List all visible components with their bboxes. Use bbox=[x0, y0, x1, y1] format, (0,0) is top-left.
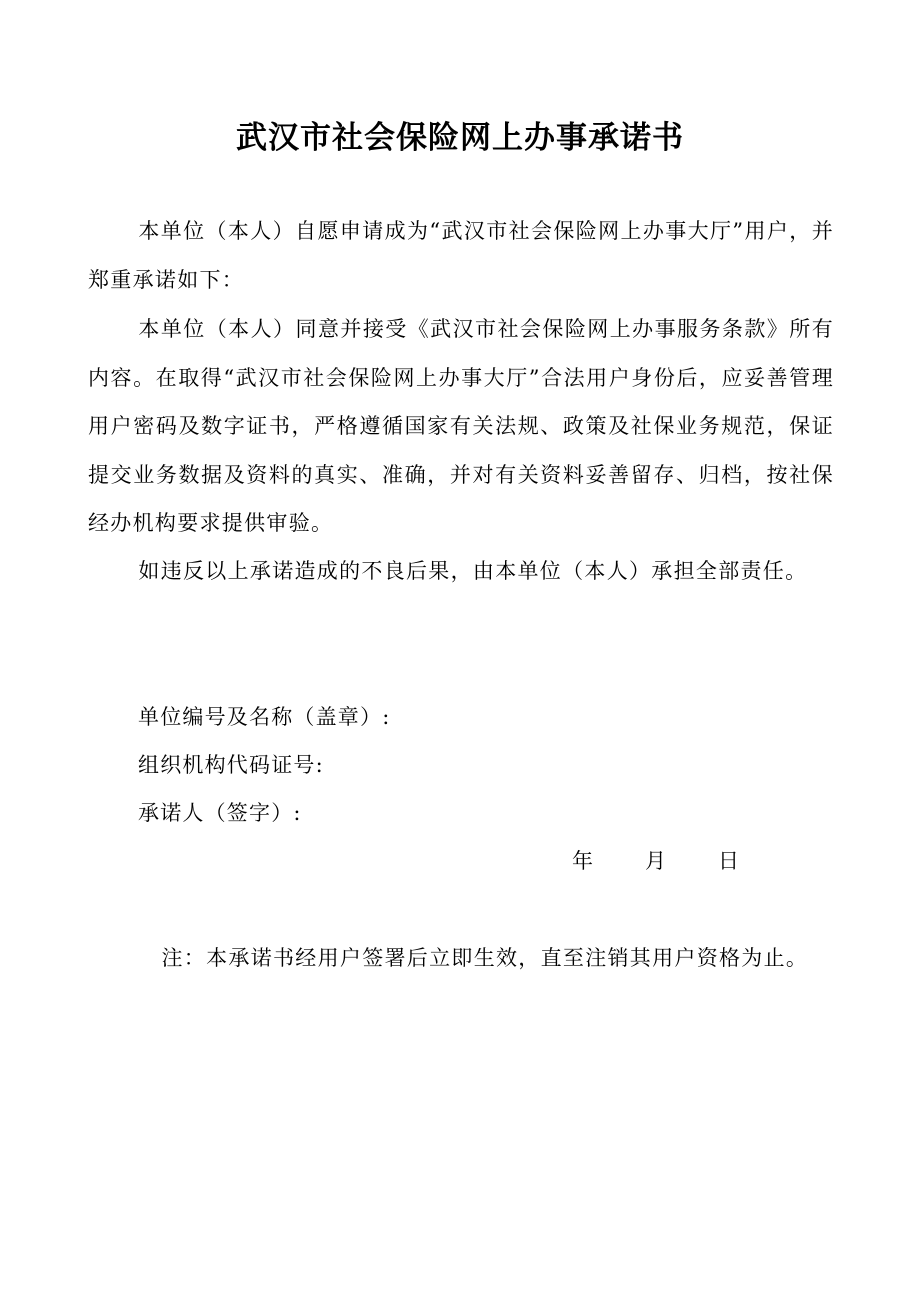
date-line bbox=[572, 845, 739, 875]
paragraph-terms: 本单位（本人）同意并接受《武汉市社会保险网上办事服务条款》所有内容。在取得“武汉市社会保险网上办事大厅”合法用户身份后，应妥善管理用户密码及数字证书，严格遵循国家有关法规、政策及社保业务规范，保证提交业务数据及资料的真实、准确，并对有关资料妥善留存、归档，按社保经办机构要求提供审验。 bbox=[88, 317, 834, 535]
date-day-label: 日 bbox=[718, 849, 739, 873]
paragraph-liability: 如违反以上承诺造成的不良后果，由本单位（本人）承担全部责任。 bbox=[138, 559, 808, 583]
date-month-label: 月 bbox=[645, 849, 666, 873]
document-title: 武汉市社会保险网上办事承诺书 bbox=[236, 120, 684, 156]
promisor-signature-label: 承诺人（签字）: bbox=[138, 801, 302, 825]
paragraph-application: 本单位（本人）自愿申请成为“武汉市社会保险网上办事大厅”用户，并郑重承诺如下： bbox=[88, 219, 834, 292]
effective-note: 注：本承诺书经用户签署后立即生效，直至注销其用户资格为止。 bbox=[161, 946, 809, 970]
date-year-label: 年 bbox=[572, 849, 593, 873]
org-code-field-label: 组织机构代码证号: bbox=[138, 753, 324, 777]
unit-name-field-label: 单位编号及名称（盖章）: bbox=[138, 705, 391, 729]
